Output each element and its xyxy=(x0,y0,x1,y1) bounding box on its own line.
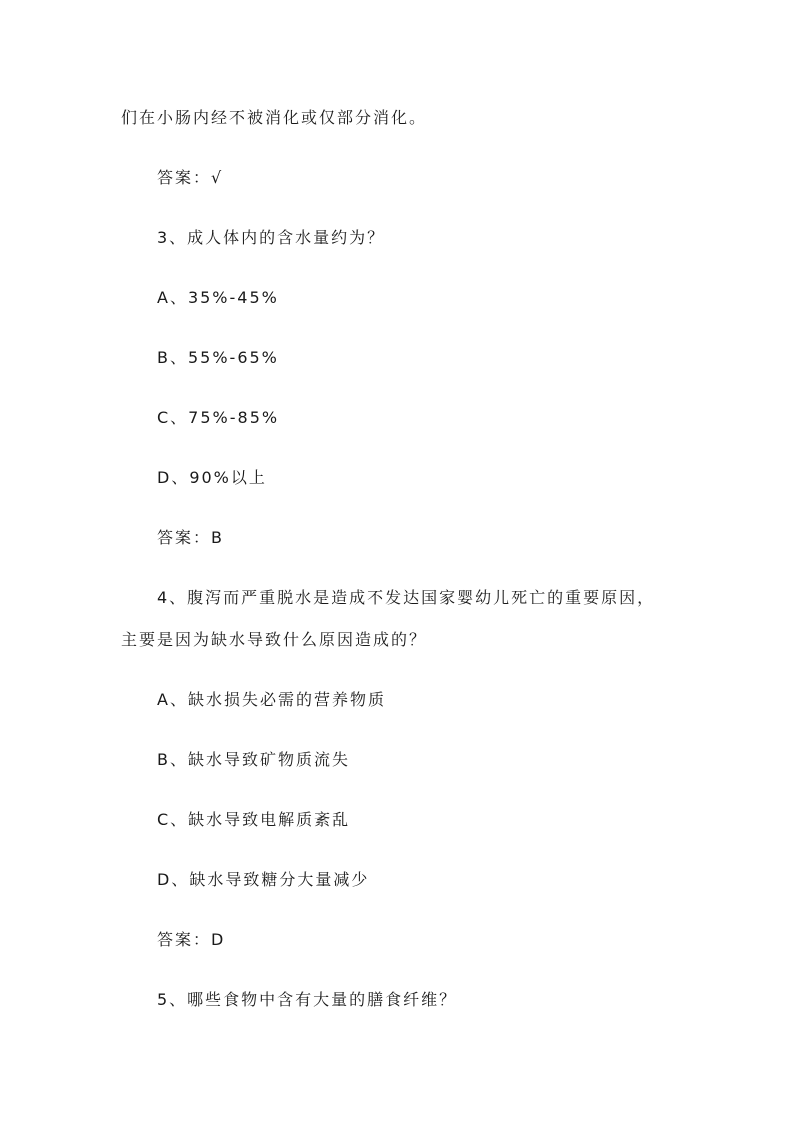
q3-answer: 答案：B xyxy=(157,528,224,547)
continuation-text: 们在小肠内经不被消化或仅部分消化。 xyxy=(121,108,428,127)
q4-stem-line1: 4、腹泻而严重脱水是造成不发达国家婴幼儿死亡的重要原因， xyxy=(157,588,656,607)
q4-answer: 答案：D xyxy=(157,930,226,949)
q2-answer: 答案：√ xyxy=(157,168,224,187)
q3-stem: 3、成人体内的含水量约为？ xyxy=(157,228,386,247)
q5-stem: 5、哪些食物中含有大量的膳食纤维？ xyxy=(157,990,458,1009)
q4-stem-line2: 主要是因为缺水导致什么原因造成的？ xyxy=(121,630,428,649)
q3-option-c: C、75%-85% xyxy=(157,408,280,427)
q4-option-a: A、缺水损失必需的营养物质 xyxy=(157,690,386,709)
q4-option-d: D、缺水导致糖分大量减少 xyxy=(157,870,370,889)
q4-option-c: C、缺水导致电解质紊乱 xyxy=(157,810,351,829)
q3-option-d: D、90%以上 xyxy=(157,468,267,487)
q4-option-b: B、缺水导致矿物质流失 xyxy=(157,750,350,769)
q3-option-b: B、55%-65% xyxy=(157,348,279,367)
q3-option-a: A、35%-45% xyxy=(157,288,279,307)
